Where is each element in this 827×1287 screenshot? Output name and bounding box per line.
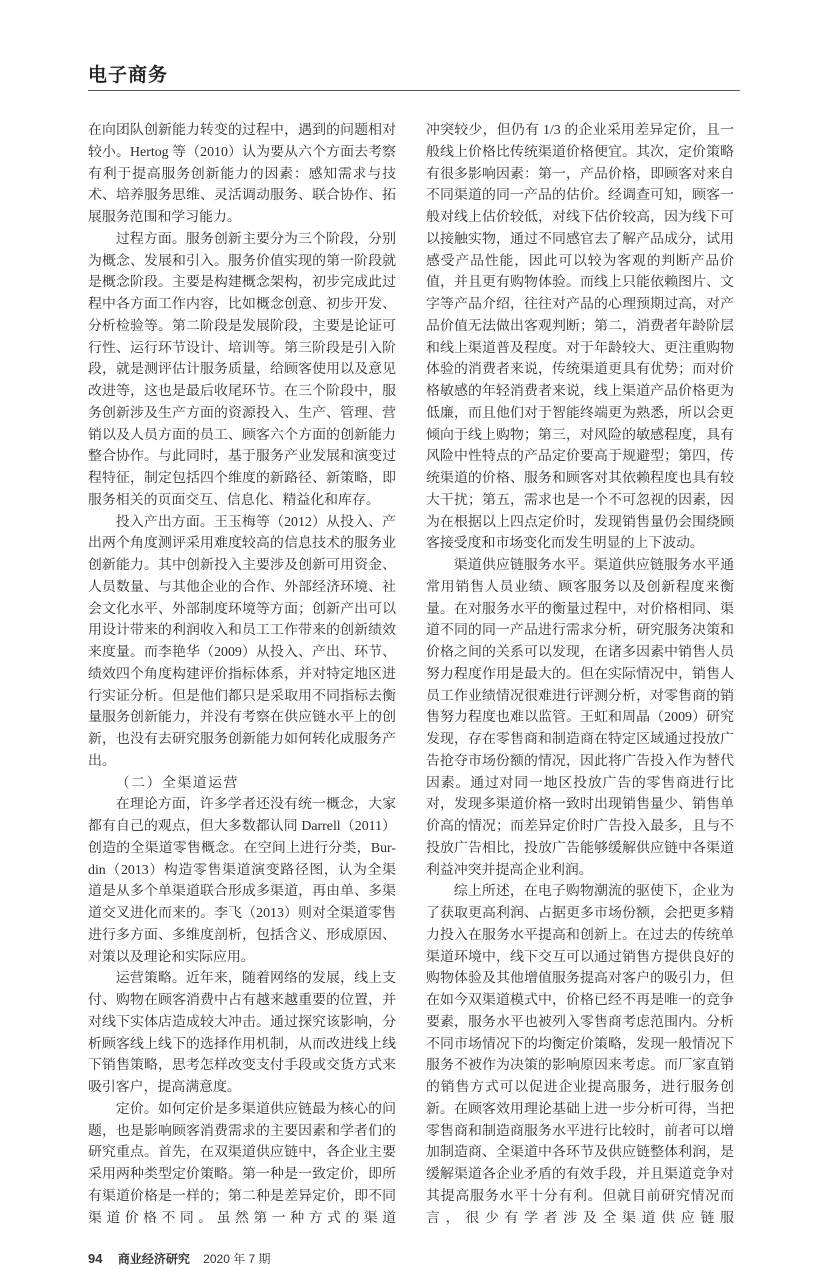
paragraph: 在向团队创新能力转变的过程中，遇到的问题相对较小。Hertog 等（2010）认为要从六个方面去考察有利于提高服务创新能力的因素：感知需求与技术、培养服务思维、灵活调动服务、联合协作、拓展服务范围和学习能力。 (88, 123, 396, 225)
paragraph: 定价。如何定价是多渠道供应链最为核心的问题，也是影响顾客消费需求的主要因素和学者们的研究重点。首先，在双渠道供应链中，各企业主要采用两种类型定价策略。第一种是一致定价，即所有渠道价格是一样的；第二种是差异定价，即不同渠道价格不同。虽然第一种方式的渠道 (88, 1101, 396, 1226)
paragraph: 综上所述，在电子购物潮流的驱使下，企业为了获取更高利润、占据更多市场份额，会把更多精力投入在服务水平提高和创新上。在过去的传统单渠道环境中，线下交互可以通过销售方提供良好的购物体验及其他增值服务提高对客户的吸引力，但在如今双渠道模式中，价格已经不再是唯一的竞争要素，服务水平也被列入零售商考虑范围内。分析不同市场情况下的均衡定价策略，发现一般情况下服务不被作为决策的影响原因来考虑。而厂家直销的销售方式可以促进企业提高服务，进行服务创新。在顾客效用理论基础上进一步分析可得，当把零售商和制造商服务水平进行比较时，前者可以增加制造商、全渠道中各环节及供应链整体利润，是缓解渠道各企业矛盾的有效手段，并且渠道竞争对其提高服务水平十分有利。但就目前研究情况而言，很少有学者涉及全渠道供应链服 (426, 884, 734, 1226)
subheading: （二）全渠道运营 (115, 775, 239, 791)
header-divider (88, 90, 740, 91)
issue-label: 2020 年 7 期 (203, 1252, 271, 1267)
journal-name: 商业经济研究 (117, 1252, 190, 1267)
paragraph: 投入产出方面。王玉梅等（2012）从投入、产出两个角度测评采用难度较高的信息技术的服务业创新能力。其中创新投入主要涉及创新可用资金、人员数量、与其他企业的合作、外部经济环境、社会文化水平、外部制度环境等方面；创新产出可以用设计带来的利润收入和员工工作带来的创新绩效来度量。而李艳华（2009）从投入、产出、环节、绩效四个角度构建评价指标体系，并对特定地区进行实证分析。但是他们都只是采取用不同指标去衡量服务创新能力，并没有考察在供应链水平上的创新，也没有去研究服务创新能力如何转化成服务产出。 (88, 514, 396, 769)
section-title: 电子商务 (88, 65, 169, 86)
paragraph: 过程方面。服务创新主要分为三个阶段，分别为概念、发展和引入。服务价值实现的第一阶段就是概念阶段。主要是构建概念架构，初步完成此过程中各方面工作内容，比如概念创意、初步开发、分析检验等。第二阶段是发展阶段，主要是论证可行性、运行环节设计、培训等。第三阶段是引入阶段，就是测评估计服务质量，给顾客使用以及意见改进等，这也是最后收尾环节。在三个阶段中，服务创新涉及生产方面的资源投入、生产、管理、营销以及人员方面的员工、顾客六个方面的创新能力整合协作。与此同时，基于服务产业发展和演变过程特征，制定包括四个维度的新路径、新策略，即服务相关的页面交互、信息化、精益化和库存。 (88, 231, 396, 508)
page-footer (88, 1251, 740, 1267)
right-column (426, 120, 734, 1229)
paragraph: 冲突较少，但仍有 1/3 的企业采用差异定价，且一般线上价格比传统渠道价格便宜。其次，定价策略有很多影响因素：第一，产品价格，即顾客对来自不同渠道的同一产品的估价。经调查可知，顾客一般对线上估价较低，对线下估价较高，因为线下可以接触实物，通过不同感官去了解产品成分，试用感受产品性能，因此可以较为客观的判断产品价值，并且更有购物体验。而线上只能依赖图片、文字等产品介绍，往往对产品的心理预期过高，对产品价值无法做出客观判断；第二，消费者年龄阶层和线上渠道普及程度。对于年龄较大、更注重购物体验的消费者来说，传统渠道更具有优势；而对价格敏感的年轻消费者来说，线上渠道产品价格更为低廉，而且他们对于智能终端更为熟悉，所以会更倾向于线上购物；第三，对风险的敏感程度，具有风险中性特点的产品定价要高于规避型；第四，传统渠道的价格、服务和顾客对其依赖程度也具有较大干扰；第五，需求也是一个不可忽视的因素，因为在根据以上四点定价时，发现销售量仍会围绕顾客接受度和市场变化而发生明显的上下波动。 (426, 123, 734, 552)
body-columns (88, 120, 734, 1229)
paragraph: 运营策略。近年来，随着网络的发展，线上支付、购物在顾客消费中占有越来越重要的位置，并对线下实体店造成较大冲击。通过探究该影响，分析顾客线上线下的选择作用机制，从而改进线上线下销售策略，思考怎样改变支付手段或交货方式来吸引客户，提高满意度。 (88, 971, 396, 1095)
page-number: 94 (88, 1251, 103, 1267)
paragraph: 在理论方面，许多学者还没有统一概念，大家都有自己的观点，但大多数都认同 Darrell（2011）创造的全渠道零售概念。在空间上进行分类，Bur-din（2013）构造零售渠道演变路径图，认为全渠道是从多个单渠道联合形成多渠道，再由单、多渠道交叉进化而来的。李飞（2013）则对全渠道零售进行多方面、多维度剖析，包括含义、形成原因、对策以及理论和实际应用。 (88, 797, 396, 965)
left-column (88, 120, 396, 1229)
paragraph: 渠道供应链服务水平。渠道供应链服务水平通常用销售人员业绩、顾客服务以及创新程度来衡量。在对服务水平的衡量过程中，对价格相同、渠道不同的同一产品进行需求分析，研究服务决策和价格之间的关系可以发现，在诸多因素中销售人员努力程度作用是最大的。但在实际情况中，销售人员工作业绩情况很难进行评测分析，对零售商的销售努力程度也难以监管。王虹和周晶（2009）研究发现，存在零售商和制造商在特定区域通过投放广告抢夺市场份额的情况，因此将广告投入作为替代因素。通过对同一地区投放广告的零售商进行比对，发现多渠道价格一致时出现销售量少、销售单价高的情况；而差异定价时广告投入最多，且与不投放广告相比，投放广告能够缓解供应链中各渠道利益冲突并提高企业利润。 (426, 558, 734, 878)
